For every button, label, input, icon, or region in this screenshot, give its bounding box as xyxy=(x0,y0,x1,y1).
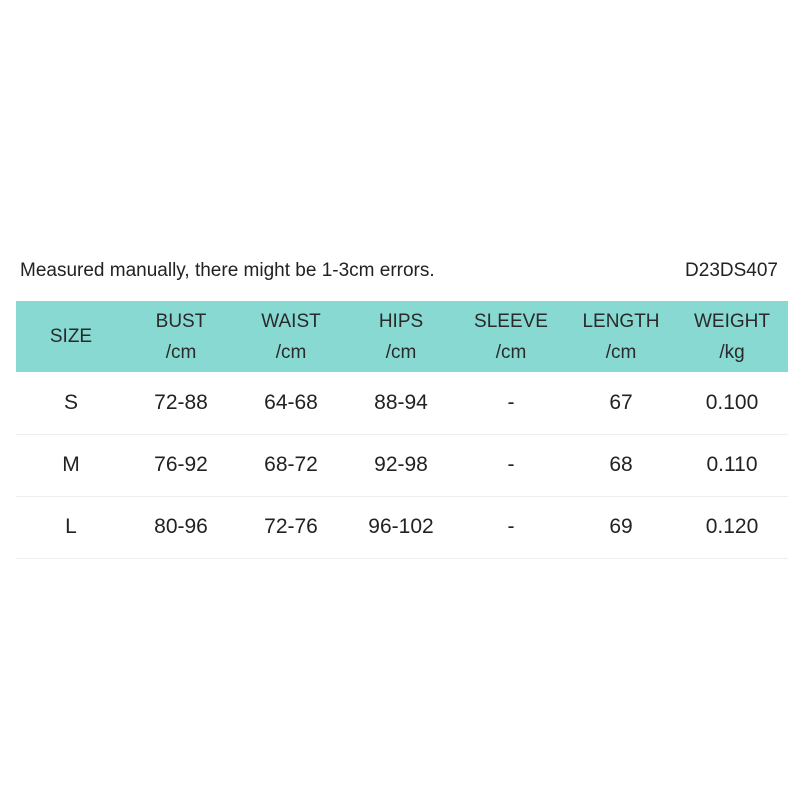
header-weight xyxy=(676,301,788,372)
table-row xyxy=(16,496,788,558)
header-label: WAIST xyxy=(261,310,321,332)
cell-bust: 76-92 xyxy=(154,453,208,476)
cell-hips: 96-102 xyxy=(368,515,434,538)
header-bust xyxy=(126,301,236,372)
header-label: BUST xyxy=(155,310,207,332)
header-label: HIPS xyxy=(378,310,424,332)
header-label: SLEEVE xyxy=(474,310,548,332)
header-unit: /cm xyxy=(165,341,197,363)
cell-weight: 0.120 xyxy=(705,515,759,538)
cell-waist: 68-72 xyxy=(264,453,318,476)
header-unit: /cm xyxy=(385,341,417,363)
cell-bust: 72-88 xyxy=(154,390,208,414)
cell-size: M xyxy=(62,453,80,476)
header-hips xyxy=(346,301,456,372)
style-code: D23DS407 xyxy=(685,260,778,281)
header-size xyxy=(16,301,126,372)
header-label: WEIGHT xyxy=(694,310,770,332)
header-unit: /cm xyxy=(495,341,527,363)
cell-hips: 92-98 xyxy=(374,453,428,476)
size-chart-table xyxy=(16,301,788,559)
cell-sleeve: - xyxy=(507,453,515,476)
cell-sleeve: - xyxy=(507,515,515,538)
cell-weight: 0.100 xyxy=(705,390,759,414)
header-unit: /cm xyxy=(275,341,307,363)
header-label: SIZE xyxy=(49,326,93,347)
header-unit: /kg xyxy=(719,341,745,363)
cell-size: S xyxy=(63,390,78,414)
cell-weight: 0.110 xyxy=(706,453,758,476)
cell-length: 67 xyxy=(609,390,633,414)
header-sleeve xyxy=(456,301,566,372)
cell-length: 68 xyxy=(609,453,633,476)
cell-sleeve: - xyxy=(507,390,515,414)
cell-length: 69 xyxy=(609,515,633,538)
table-row xyxy=(16,434,788,496)
table-header-row xyxy=(16,301,788,372)
header-waist xyxy=(236,301,346,372)
cell-waist: 72-76 xyxy=(264,515,318,538)
cell-size: L xyxy=(65,515,77,538)
note-row xyxy=(20,257,780,285)
cell-bust: 80-96 xyxy=(154,515,208,538)
cell-hips: 88-94 xyxy=(374,390,428,414)
measurement-note: Measured manually, there might be 1-3cm errors. xyxy=(20,260,435,281)
table-row xyxy=(16,372,788,434)
header-unit: /cm xyxy=(605,341,637,363)
header-length xyxy=(566,301,676,372)
cell-waist: 64-68 xyxy=(264,390,318,414)
header-label: LENGTH xyxy=(582,310,660,332)
